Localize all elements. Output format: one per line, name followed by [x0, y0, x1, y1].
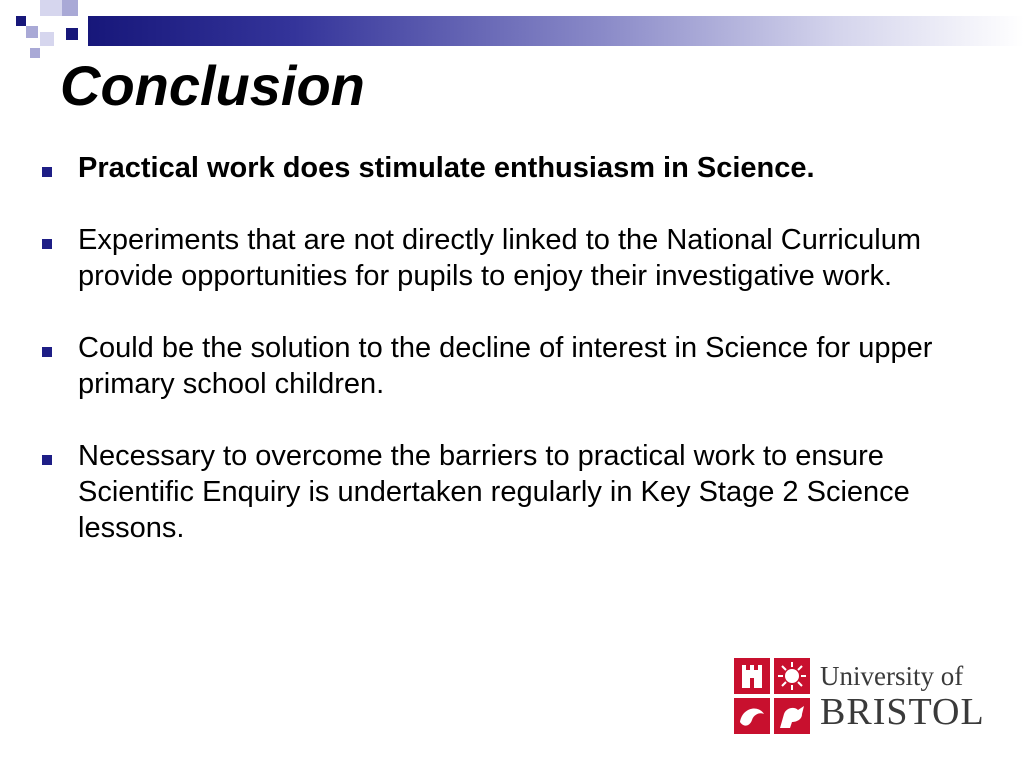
- bristol-crest-icon: [732, 656, 812, 736]
- bullet-item: [40, 150, 960, 186]
- decor-square: [30, 48, 40, 58]
- decor-square: [16, 16, 26, 26]
- decor-square: [26, 26, 38, 38]
- bullet-square-icon: [42, 167, 52, 177]
- bullet-text: Experiments that are not directly linked to the National Curriculum provide opportunities for pupils to enjoy their investigative work.: [78, 224, 921, 292]
- decor-square: [40, 0, 62, 16]
- university-logo: [732, 654, 994, 738]
- slide-title: Conclusion: [60, 54, 365, 117]
- bullet-item: [40, 438, 960, 546]
- logo-wordmark: [820, 660, 985, 732]
- bullet-square-icon: [42, 239, 52, 249]
- bullet-text: Necessary to overcome the barriers to practical work to ensure Scientific Enquiry is undertaken regularly in Key Stage 2 Science lessons.: [78, 440, 910, 544]
- bullet-square-icon: [42, 347, 52, 357]
- bullet-text: Could be the solution to the decline of interest in Science for upper primary school children.: [78, 332, 933, 400]
- decor-square: [62, 0, 78, 16]
- logo-line-university: University of: [820, 661, 964, 691]
- header-gradient-band: [88, 16, 1024, 46]
- bullet-square-icon: [42, 455, 52, 465]
- decor-square: [40, 32, 54, 46]
- logo-line-bristol: BRISTOL: [820, 691, 985, 733]
- bullet-text: Practical work does stimulate enthusiasm in Science.: [78, 152, 815, 184]
- bullet-item: [40, 330, 960, 402]
- decor-square: [66, 28, 78, 40]
- bullet-item: [40, 222, 960, 294]
- bullet-list: [40, 150, 960, 546]
